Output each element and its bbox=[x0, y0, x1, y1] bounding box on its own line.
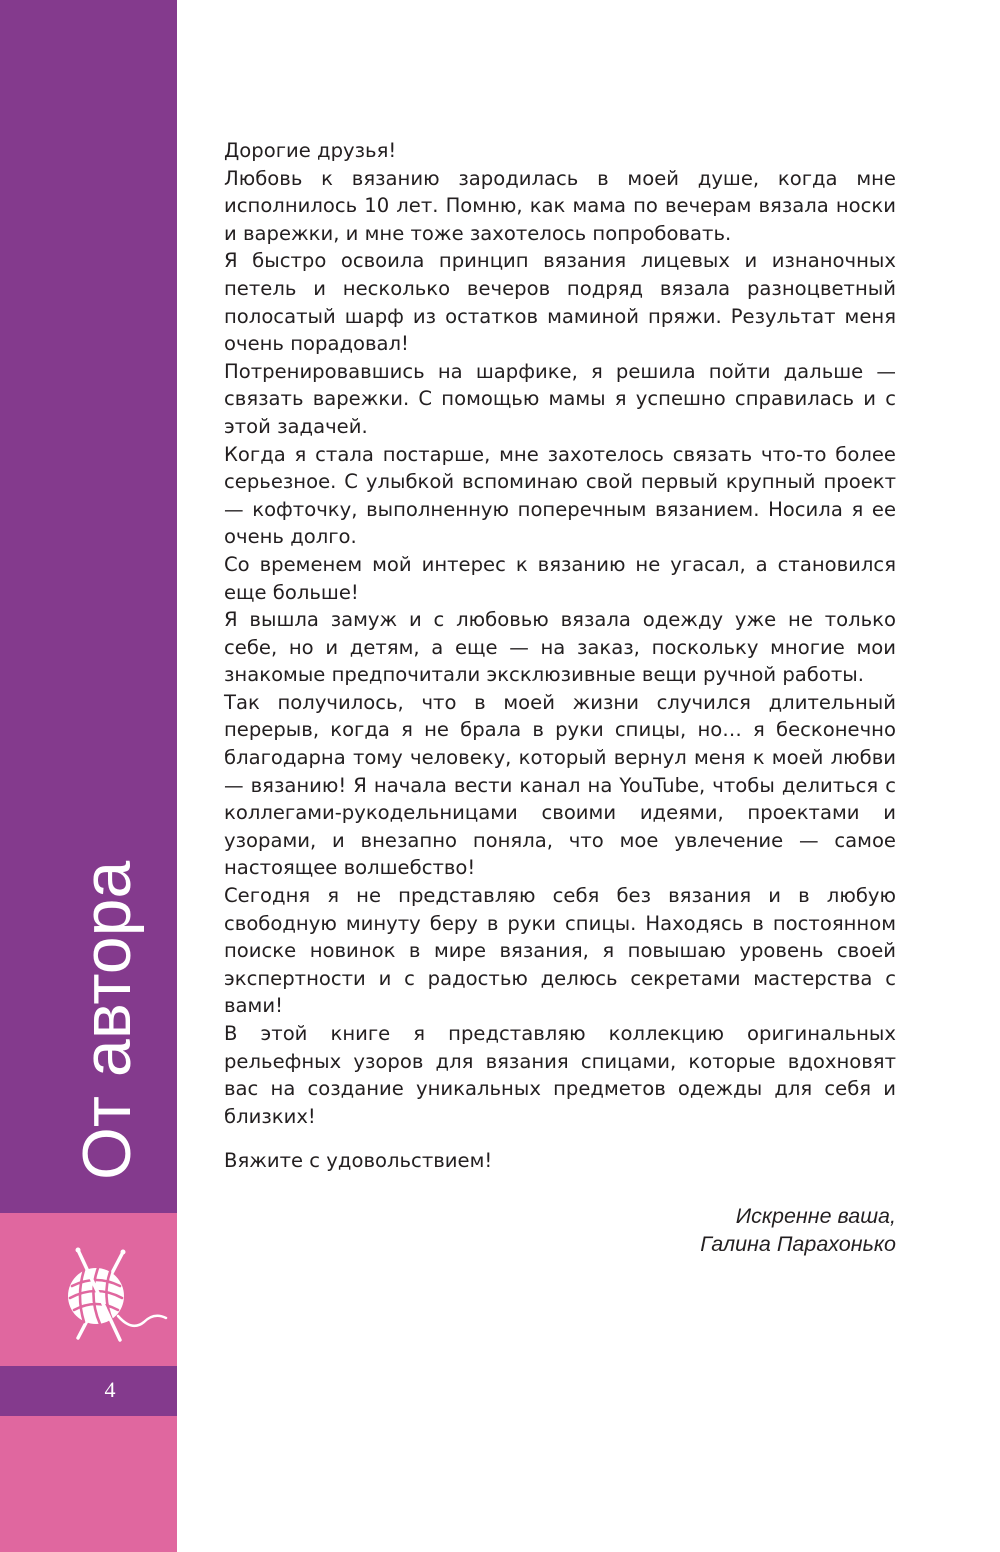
signature bbox=[224, 1203, 896, 1258]
paragraph: Потренировавшись на шарфике, я решила пойти дальше — связать варежки. С помощью мамы я успешно справилась и с этой задачей. bbox=[224, 359, 896, 438]
paragraph: Я вышла замуж и с любовью вязала одежду уже не только себе, но и детям, а еще — на заказ, поскольку многие мои знакомые предпочитали эксклюзивные вещи ручной работы. bbox=[224, 608, 896, 687]
paragraph: Когда я стала постарше, мне захотелось связать что-то более серьезное. С улыбкой вспоминаю свой первый крупный проект — кофточку, выполненную поперечным вязанием. Носила я ее очень долго. bbox=[224, 442, 896, 549]
sidebar bbox=[0, 0, 177, 1552]
letter-body bbox=[224, 137, 896, 1258]
paragraph: В этой книге я представляю коллекцию оригинальных рельефных узоров для вязания спицами, которые вдохновят вас на создание уникальных предметов одежды для себя и близких! bbox=[224, 1022, 896, 1128]
paragraph: Так получилось, что в моей жизни случился длительный перерыв, когда я не брала в руки спицы, но… я бесконечно благодарна тому человеку, который вернул меня к моей любви — вязанию! Я начала вести канал на YouTube, чтобы делиться с коллегами-рукодельницами своими идеями, проектами и узорами, и внезапно поняла, что мое увлечение — самое настоящее волшебство! bbox=[224, 690, 896, 880]
sidebar-pink-bottom-band bbox=[0, 1416, 177, 1552]
paragraph: Я быстро освоила принцип вязания лицевых и изнаночных петель и несколько вечеров подряд вязала разноцветный полосатый шарф из остатков маминой пряжи. Результат меня очень порадовал! bbox=[224, 249, 896, 356]
paragraph: Сегодня я не представляю себя без вязания и в любую свободную минуту беру в руки спицы. Находясь в постоянном поиске новинок в мире вязания, я повышаю уровень своей экспертности и с радостью делюсь секретами мастерства с вами! bbox=[224, 884, 896, 1018]
paragraph: Любовь к вязанию зародилась в моей душе, когда мне исполнилось 10 лет. Помню, как мама по вечерам вязала носки и варежки, и мне тоже захотелось попробовать. bbox=[224, 166, 896, 245]
section-title: От автора bbox=[69, 860, 145, 1180]
paragraph: Со временем мой интерес к вязанию не угасал, а становился еще больше! bbox=[224, 552, 896, 604]
signature-name: Галина Парахонько bbox=[700, 1231, 896, 1256]
greeting: Дорогие друзья! bbox=[224, 139, 397, 162]
yarn-ball-knitting-needles-icon bbox=[62, 1246, 168, 1344]
page-number: 4 bbox=[104, 1377, 116, 1402]
closing-line: Вяжите с удовольствием! bbox=[224, 1149, 493, 1173]
signature-line: Искренне ваша, bbox=[735, 1203, 896, 1228]
